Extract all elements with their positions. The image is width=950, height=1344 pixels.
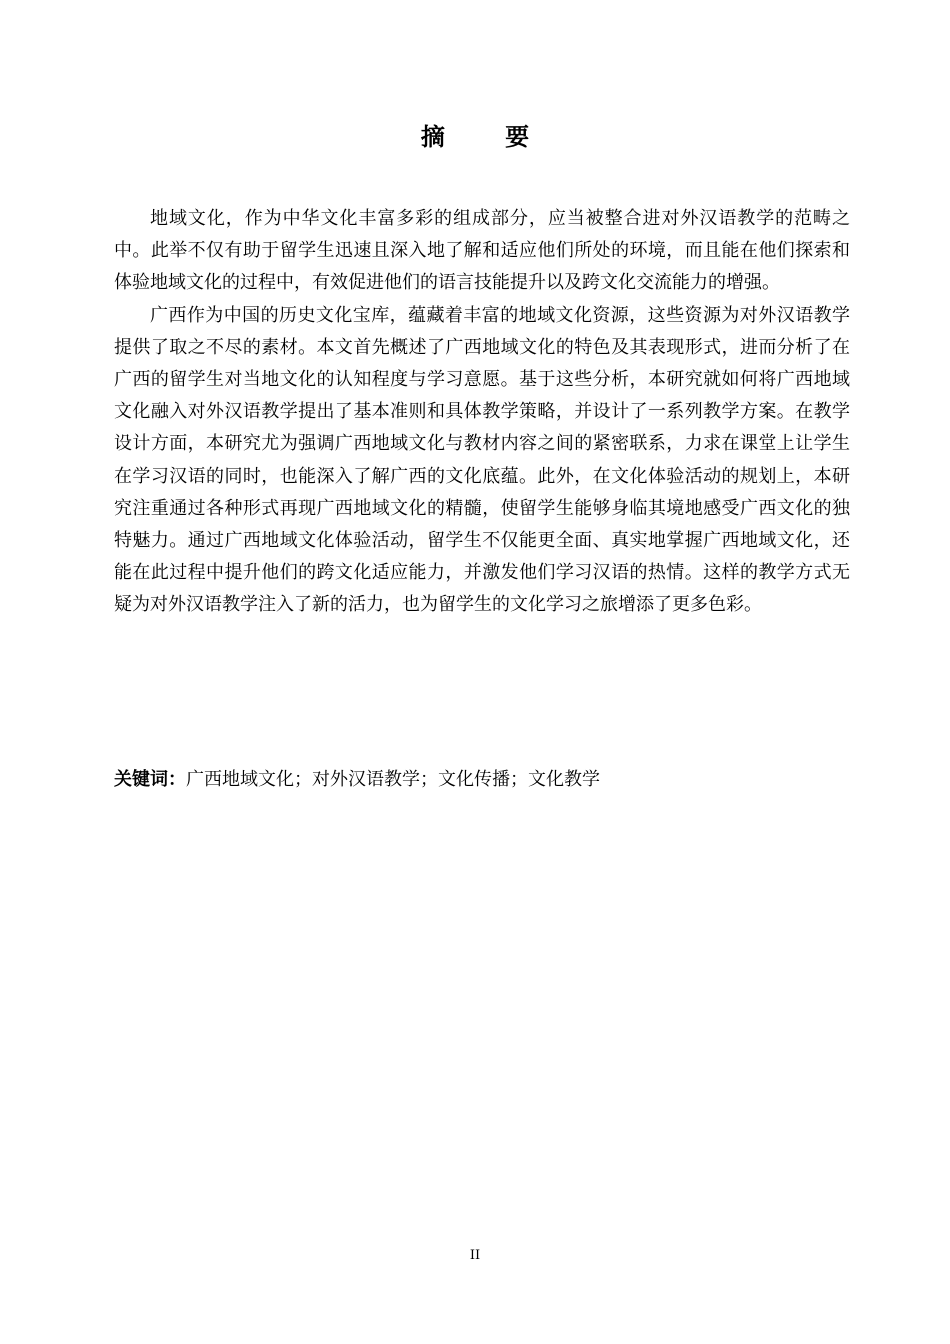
abstract-body [114,203,850,622]
keywords-text: 广西地域文化；对外汉语教学；文化传播；文化教学 [186,769,600,790]
keywords-line [114,765,850,795]
abstract-paragraph-1: 地域文化，作为中华文化丰富多彩的组成部分，应当被整合进对外汉语教学的范畴之中。此举不仅有助于留学生迅速且深入地了解和适应他们所处的环境，而且能在他们探索和体验地域文化的过程中，有效促进他们的语言技能提升以及跨文化交流能力的增强。 [114,208,850,294]
abstract-title: 摘 要 [420,122,556,151]
keywords-label: 关键词： [114,769,186,790]
abstract-paragraph-2: 广西作为中国的历史文化宝库，蕴藏着丰富的地域文化资源，这些资源为对外汉语教学提供了取之不尽的素材。本文首先概述了广西地域文化的特色及其表现形式，进而分析了在广西的留学生对当地文化的认知程度与学习意愿。基于这些分析，本研究就如何将广西地域文化融入对外汉语教学提出了基本准则和具体教学策略，并设计了一系列教学方案。在教学设计方面，本研究尤为强调广西地域文化与教材内容之间的紧密联系，力求在课堂上让学生在学习汉语的同时，也能深入了解广西的文化底蕴。此外，在文化体验活动的规划上，本研究注重通过各种形式再现广西地域文化的精髓，使留学生能够身临其境地感受广西文化的独特魅力。通过广西地域文化体验活动，留学生不仅能更全面、真实地掌握广西地域文化，还能在此过程中提升他们的跨文化适应能力，并激发他们学习汉语的热情。这样的教学方式无疑为对外汉语教学注入了新的活力，也为留学生的文化学习之旅增添了更多色彩。 [114,304,850,616]
page-number: II [469,1248,481,1263]
